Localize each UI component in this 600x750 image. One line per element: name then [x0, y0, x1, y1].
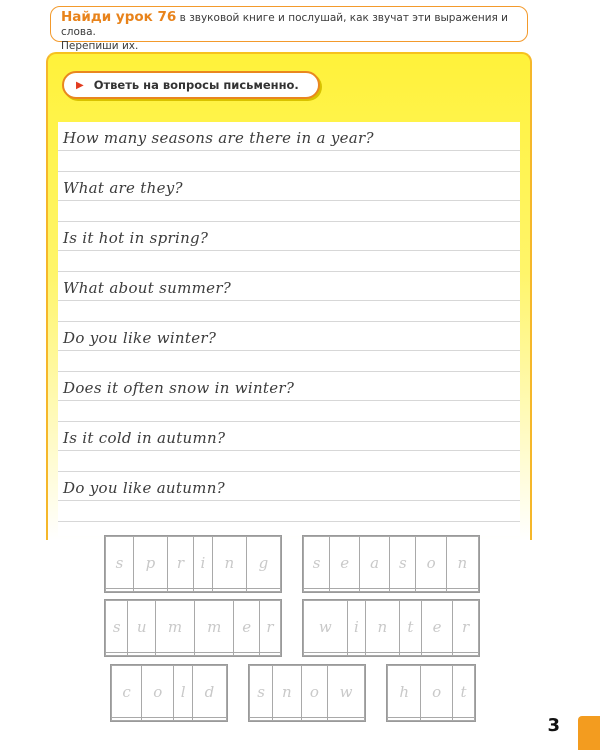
blank-row [250, 718, 365, 721]
question-line [58, 372, 520, 422]
blank-letter-cell[interactable] [234, 653, 259, 656]
trace-letter-cell: s [250, 666, 273, 718]
blank-letter-cell[interactable] [167, 589, 193, 592]
word-grid-table [387, 665, 475, 721]
writing-area [58, 122, 520, 536]
word-grid-summer [104, 599, 282, 657]
trace-letter-cell: o [416, 537, 446, 589]
blank-letter-cell[interactable] [388, 718, 421, 721]
trace-letter-cell: d [192, 666, 226, 718]
trace-letter-cell: n [273, 666, 301, 718]
question-text: Does it often snow in winter? [63, 379, 295, 397]
trace-letter-cell: s [106, 537, 134, 589]
blank-letter-cell[interactable] [399, 653, 421, 656]
page-number: 3 [547, 715, 560, 736]
word-grid-table [111, 665, 227, 721]
trace-row [106, 601, 281, 653]
trace-row [304, 537, 479, 589]
blank-letter-cell[interactable] [304, 653, 348, 656]
question-line [58, 422, 520, 472]
question-text: What are they? [63, 179, 183, 197]
blank-letter-cell[interactable] [328, 718, 365, 721]
question-line [58, 172, 520, 222]
question-line [58, 472, 520, 522]
rule-line [58, 300, 520, 301]
blank-letter-cell[interactable] [112, 718, 142, 721]
trace-row [388, 666, 475, 718]
trace-letter-cell: w [304, 601, 348, 653]
word-grid-table [303, 536, 479, 592]
blank-letter-cell[interactable] [250, 718, 273, 721]
trace-letter-cell: e [421, 601, 452, 653]
blank-row [388, 718, 475, 721]
trace-row [250, 666, 365, 718]
word-grid-spring [104, 535, 282, 593]
blank-row [112, 718, 227, 721]
word-grid-snow [248, 664, 366, 722]
rule-line [58, 500, 520, 501]
blank-row [106, 589, 281, 592]
blank-letter-cell[interactable] [446, 589, 478, 592]
rule-line [58, 450, 520, 451]
trace-letter-cell: n [212, 537, 246, 589]
question-text: Do you like autumn? [63, 479, 226, 497]
word-grid-cold [110, 664, 228, 722]
question-line [58, 222, 520, 272]
trace-letter-cell: l [174, 666, 193, 718]
rule-line [58, 350, 520, 351]
word-grid-table [105, 600, 281, 656]
instruction-line-1: в звуковой книге и послушай, как звучат эти выражения и слова. [61, 12, 508, 38]
trace-letter-cell: p [133, 537, 167, 589]
blank-letter-cell[interactable] [304, 589, 330, 592]
question-text: Is it hot in spring? [63, 229, 209, 247]
question-text: Is it cold in autumn? [63, 429, 226, 447]
trace-letter-cell: o [421, 666, 452, 718]
word-grid-table [249, 665, 365, 721]
blank-letter-cell[interactable] [347, 653, 365, 656]
blank-letter-cell[interactable] [360, 589, 390, 592]
blank-letter-cell[interactable] [330, 589, 360, 592]
blank-letter-cell[interactable] [416, 589, 446, 592]
trace-letter-cell: r [453, 601, 479, 653]
trace-letter-cell: c [112, 666, 142, 718]
blank-letter-cell[interactable] [452, 718, 474, 721]
trace-letter-cell: i [194, 537, 213, 589]
blank-row [304, 589, 479, 592]
rule-line [58, 150, 520, 151]
trace-letter-cell: e [330, 537, 360, 589]
trace-letter-cell: h [388, 666, 421, 718]
trace-letter-cell: t [452, 666, 474, 718]
blank-letter-cell[interactable] [174, 718, 193, 721]
blank-letter-cell[interactable] [106, 589, 134, 592]
blank-letter-cell[interactable] [390, 589, 416, 592]
rule-line [58, 400, 520, 401]
word-grid-table [105, 536, 281, 592]
blank-letter-cell[interactable] [128, 653, 156, 656]
blank-letter-cell[interactable] [106, 653, 128, 656]
trace-letter-cell: e [234, 601, 259, 653]
question-text: How many seasons are there in a year? [63, 129, 374, 147]
blank-letter-cell[interactable] [421, 718, 452, 721]
question-text: What about summer? [63, 279, 232, 297]
blank-letter-cell[interactable] [273, 718, 301, 721]
instruction-line-2: Перепиши их. [61, 40, 139, 52]
blank-letter-cell[interactable] [194, 589, 213, 592]
blank-letter-cell[interactable] [212, 589, 246, 592]
blank-row [106, 653, 281, 656]
trace-letter-cell: a [360, 537, 390, 589]
blank-letter-cell[interactable] [142, 718, 174, 721]
question-text: Do you like winter? [63, 329, 217, 347]
blank-letter-cell[interactable] [259, 653, 280, 656]
word-grid-season [302, 535, 480, 593]
trace-letter-cell: s [106, 601, 128, 653]
trace-letter-cell: i [347, 601, 365, 653]
question-line [58, 272, 520, 322]
lesson-title: Найди урок 76 [61, 9, 177, 25]
blank-letter-cell[interactable] [195, 653, 234, 656]
blank-letter-cell[interactable] [246, 589, 280, 592]
trace-letter-cell: t [399, 601, 421, 653]
play-arrow-icon: ▶ [76, 79, 84, 91]
blank-letter-cell[interactable] [133, 589, 167, 592]
trace-letter-cell: n [366, 601, 400, 653]
blank-letter-cell[interactable] [421, 653, 452, 656]
trace-letter-cell: s [304, 537, 330, 589]
blank-letter-cell[interactable] [301, 718, 328, 721]
writing-line[interactable] [58, 521, 520, 522]
trace-letter-cell: w [328, 666, 365, 718]
lesson-instruction-box [50, 6, 528, 52]
trace-letter-cell: m [155, 601, 194, 653]
trace-letter-cell: n [446, 537, 478, 589]
trace-letter-cell: g [246, 537, 280, 589]
trace-row [106, 537, 281, 589]
page-edge-tab [578, 716, 600, 750]
blank-letter-cell[interactable] [155, 653, 194, 656]
trace-letter-cell: r [259, 601, 280, 653]
word-grid-table [303, 600, 479, 656]
blank-row [304, 653, 479, 656]
word-grid-winter [302, 599, 480, 657]
blank-letter-cell[interactable] [453, 653, 479, 656]
task-label-pill [62, 71, 320, 99]
question-line [58, 122, 520, 172]
trace-letter-cell: o [301, 666, 328, 718]
word-grid-hot [386, 664, 476, 722]
rule-line [58, 250, 520, 251]
task-label: Ответь на вопросы письменно. [93, 78, 299, 92]
trace-letter-cell: o [142, 666, 174, 718]
blank-letter-cell[interactable] [366, 653, 400, 656]
rule-line [58, 200, 520, 201]
blank-letter-cell[interactable] [192, 718, 226, 721]
question-line [58, 322, 520, 372]
trace-row [112, 666, 227, 718]
trace-letter-cell: s [390, 537, 416, 589]
trace-letter-cell: u [128, 601, 156, 653]
trace-letter-cell: m [195, 601, 234, 653]
trace-letter-cell: r [167, 537, 193, 589]
trace-row [304, 601, 479, 653]
